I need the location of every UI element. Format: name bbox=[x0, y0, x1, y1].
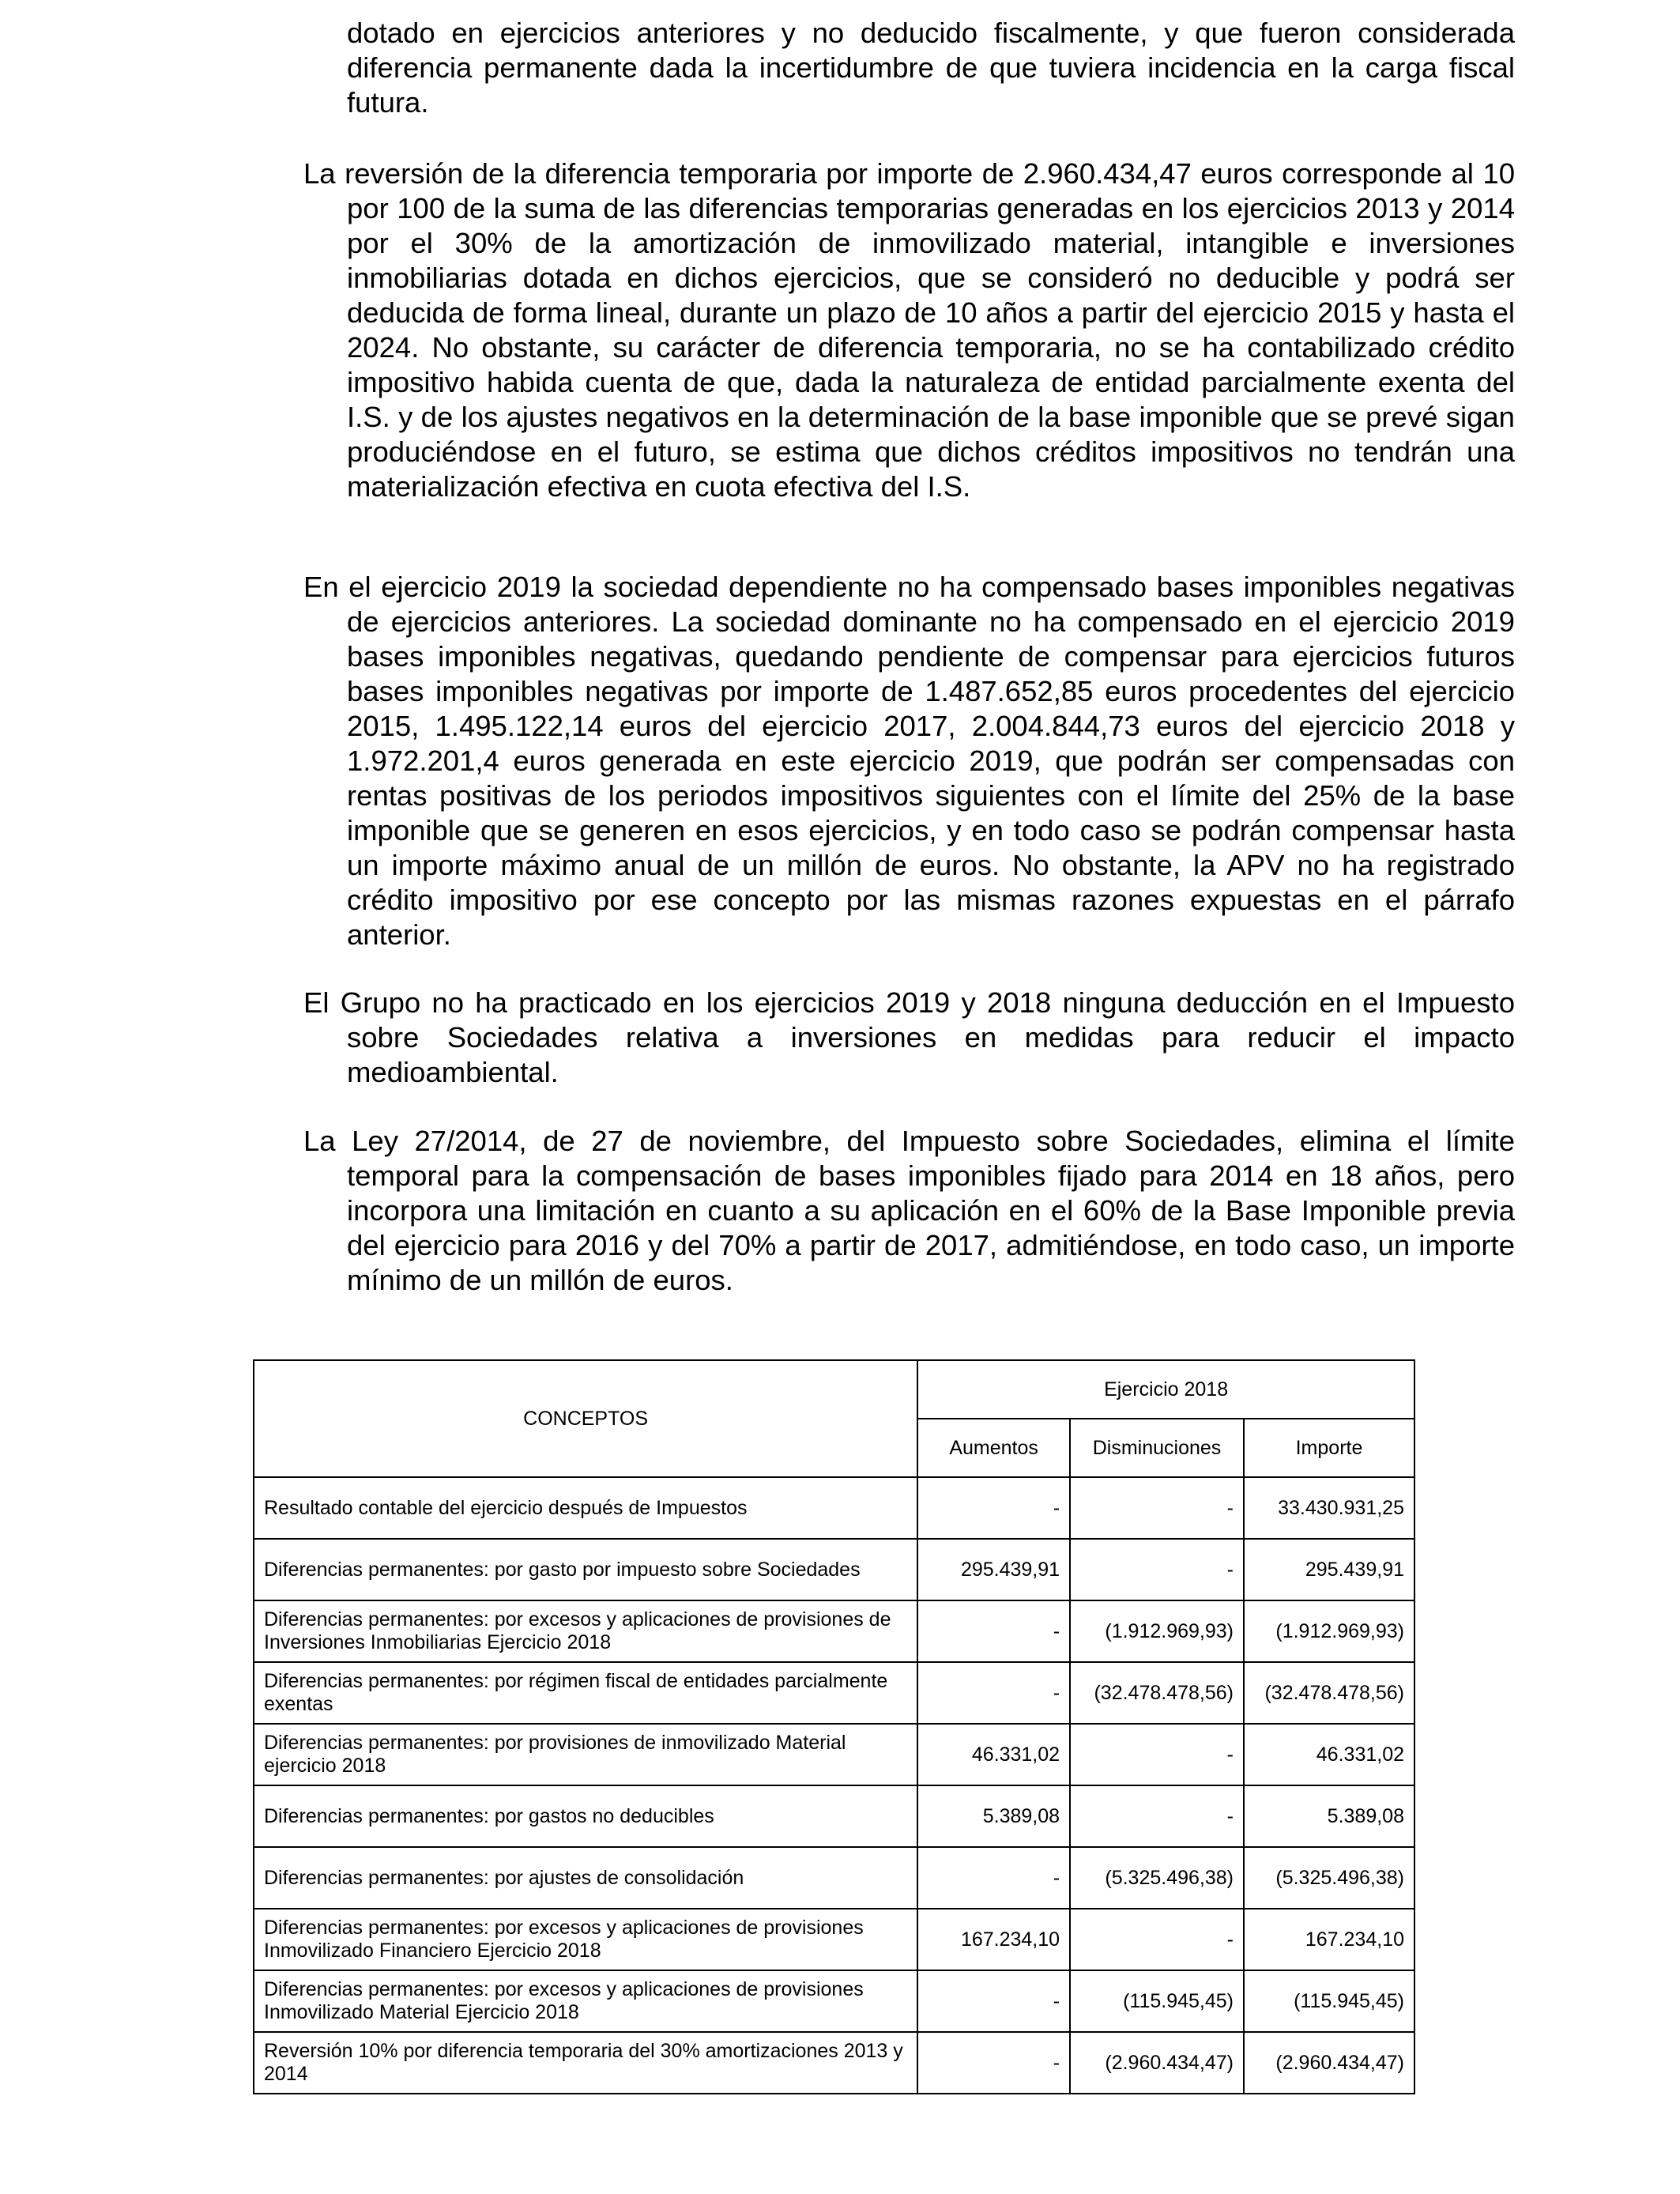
paragraph-reversion: La reversión de la diferencia temporaria por importe de 2.960.434,47 euros corresponde al 10 por 100 de la suma de las diferencias temporarias generadas en los ejercicios 2013 y 2014 por el 30% de la amortización de inmovilizado material, intangible e inversiones inmobiliarias dotada en dichos ejercicios, que se consideró no deducible y podrá ser deducida de forma lineal, durante un plazo de 10 años a partir del ejercicio 2015 y hasta el 2024. No obstante, su carácter de diferencia temporaria, no se ha contabilizado crédito impositivo habida cuenta de que, dada la naturaleza de entidad parcialmente exenta del I.S. y de los ajustes negativos en la determinación de la base imponible que se prevé sigan produciéndose en el futuro, se estima que dichos créditos impositivos no tendrán una materialización efectiva en cuota efectiva del I.S. bbox=[303, 157, 1515, 503]
row-label: Diferencias permanentes: por gasto por impuesto sobre Sociedades bbox=[254, 1539, 917, 1600]
row-importe: 46.331,02 bbox=[1244, 1724, 1414, 1785]
header-disminuciones: Disminuciones bbox=[1070, 1419, 1244, 1477]
header-importe: Importe bbox=[1244, 1419, 1414, 1477]
row-disminuciones: - bbox=[1070, 1785, 1244, 1847]
table-row bbox=[254, 1970, 1414, 2032]
row-aumentos: - bbox=[917, 1600, 1070, 1662]
table-row bbox=[254, 1847, 1414, 1909]
row-importe: 295.439,91 bbox=[1244, 1539, 1414, 1600]
row-label: Resultado contable del ejercicio después de Impuestos bbox=[254, 1477, 917, 1539]
row-aumentos: - bbox=[917, 1847, 1070, 1909]
header-period: Ejercicio 2018 bbox=[917, 1360, 1414, 1419]
row-aumentos: - bbox=[917, 1662, 1070, 1724]
row-disminuciones: - bbox=[1070, 1477, 1244, 1539]
tax-reconciliation-table bbox=[253, 1359, 1415, 2094]
row-disminuciones: - bbox=[1070, 1724, 1244, 1785]
row-importe: (1.912.969,93) bbox=[1244, 1600, 1414, 1662]
row-label: Diferencias permanentes: por excesos y aplicaciones de provisiones Inmovilizado Material Ejercicio 2018 bbox=[254, 1970, 917, 2032]
row-label: Diferencias permanentes: por régimen fiscal de entidades parcialmente exentas bbox=[254, 1662, 917, 1724]
table-row bbox=[254, 1600, 1414, 1662]
row-importe: (2.960.434,47) bbox=[1244, 2032, 1414, 2094]
row-aumentos: 5.389,08 bbox=[917, 1785, 1070, 1847]
row-label: Diferencias permanentes: por ajustes de consolidación bbox=[254, 1847, 917, 1909]
row-disminuciones: - bbox=[1070, 1909, 1244, 1970]
paragraph-ley: La Ley 27/2014, de 27 de noviembre, del Impuesto sobre Sociedades, elimina el límite temporal para la compensación de bases imponibles fijado para 2014 en 18 años, pero incorpora una limitación en cuanto a su aplicación en el 60% de la Base Imponible previa del ejercicio para 2016 y del 70% a partir de 2017, admitiéndose, en todo caso, un importe mínimo de un millón de euros. bbox=[303, 1125, 1515, 1296]
header-aumentos: Aumentos bbox=[917, 1419, 1070, 1477]
table-row bbox=[254, 1785, 1414, 1847]
row-importe: 167.234,10 bbox=[1244, 1909, 1414, 1970]
row-importe: (115.945,45) bbox=[1244, 1970, 1414, 2032]
table-row bbox=[254, 1539, 1414, 1600]
row-label: Reversión 10% por diferencia temporaria del 30% amortizaciones 2013 y 2014 bbox=[254, 2032, 917, 2094]
row-aumentos: - bbox=[917, 1970, 1070, 2032]
row-disminuciones: (1.912.969,93) bbox=[1070, 1600, 1244, 1662]
row-importe: (5.325.496,38) bbox=[1244, 1847, 1414, 1909]
row-disminuciones: (2.960.434,47) bbox=[1070, 2032, 1244, 2094]
row-importe: 33.430.931,25 bbox=[1244, 1477, 1414, 1539]
row-aumentos: - bbox=[917, 1477, 1070, 1539]
paragraph-bases-imponibles: En el ejercicio 2019 la sociedad dependiente no ha compensado bases imponibles negativas de ejercicios anteriores. La sociedad dominante no ha compensado en el ejercicio 2019 bases imponibles negativas, quedando pendiente de compensar para ejercicios futuros bases imponibles negativas por importe de 1.487.652,85 euros procedentes del ejercicio 2015, 1.495.122,14 euros del ejercicio 2017, 2.004.844,73 euros del ejercicio 2018 y 1.972.201,4 euros generada en este ejercicio 2019, que podrán ser compensadas con rentas positivas de los periodos impositivos siguientes con el límite del 25% de la base imponible que se generen en esos ejercicios, y en todo caso se podrán compensar hasta un importe máximo anual de un millón de euros. No obstante, la APV no ha registrado crédito impositivo por ese concepto por las mismas razones expuestas en el párrafo anterior. bbox=[303, 571, 1515, 951]
row-aumentos: 295.439,91 bbox=[917, 1539, 1070, 1600]
header-concepts: CONCEPTOS bbox=[254, 1360, 917, 1477]
table-row bbox=[254, 1724, 1414, 1785]
row-label: Diferencias permanentes: por excesos y aplicaciones de provisiones Inmovilizado Financiero Ejercicio 2018 bbox=[254, 1909, 917, 1970]
paragraph-deduccion: El Grupo no ha practicado en los ejercicios 2019 y 2018 ninguna deducción en el Impuesto sobre Sociedades relativa a inversiones en medidas para reducir el impacto medioambiental. bbox=[303, 986, 1515, 1088]
row-disminuciones: (5.325.496,38) bbox=[1070, 1847, 1244, 1909]
row-disminuciones: (32.478.478,56) bbox=[1070, 1662, 1244, 1724]
row-disminuciones: (115.945,45) bbox=[1070, 1970, 1244, 2032]
row-disminuciones: - bbox=[1070, 1539, 1244, 1600]
table-row bbox=[254, 1477, 1414, 1539]
table-row bbox=[254, 1909, 1414, 1970]
row-aumentos: 46.331,02 bbox=[917, 1724, 1070, 1785]
row-importe: (32.478.478,56) bbox=[1244, 1662, 1414, 1724]
row-label: Diferencias permanentes: por provisiones de inmovilizado Material ejercicio 2018 bbox=[254, 1724, 917, 1785]
row-label: Diferencias permanentes: por excesos y aplicaciones de provisiones de Inversiones Inmobiliarias Ejercicio 2018 bbox=[254, 1600, 917, 1662]
table-row bbox=[254, 2032, 1414, 2094]
row-aumentos: 167.234,10 bbox=[917, 1909, 1070, 1970]
table-row bbox=[254, 1662, 1414, 1724]
paragraph-continuation: dotado en ejercicios anteriores y no deducido fiscalmente, y que fueron considerada diferencia permanente dada la incertidumbre de que tuviera incidencia en la carga fiscal futura. bbox=[347, 17, 1515, 119]
row-importe: 5.389,08 bbox=[1244, 1785, 1414, 1847]
row-aumentos: - bbox=[917, 2032, 1070, 2094]
row-label: Diferencias permanentes: por gastos no deducibles bbox=[254, 1785, 917, 1847]
